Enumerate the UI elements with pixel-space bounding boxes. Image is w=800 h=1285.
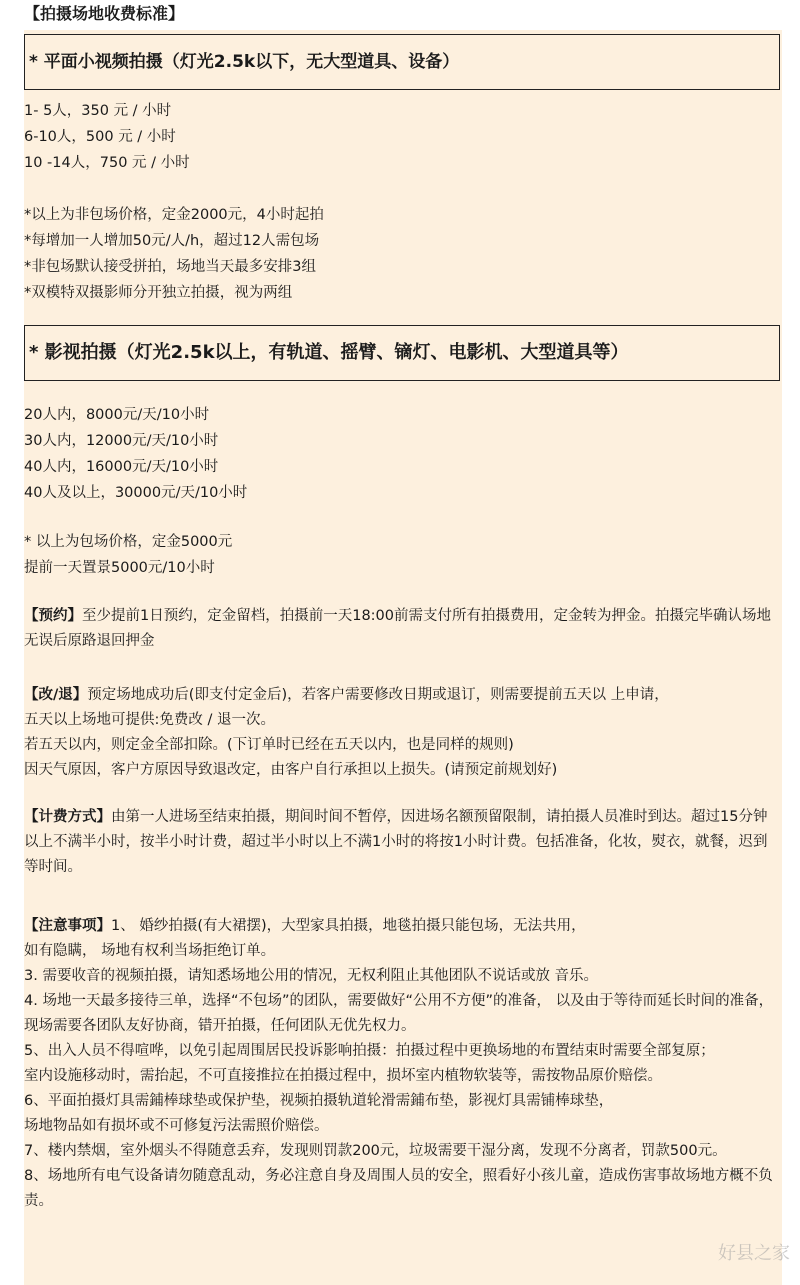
booking-paragraph — [24, 604, 774, 654]
note-line: * 以上为包场价格，定金5000元 — [24, 534, 233, 550]
refund-tag: 【改/退】 — [24, 687, 88, 703]
notice-line: 8、场地所有电气设备请勿随意乱动，务必注意自身及周围人员的安全，照看好小孩儿童，造成伤害事故场地方概不负责。 — [24, 1168, 773, 1209]
price-line: 40人内，16000元/天/10小时 — [24, 459, 219, 475]
booking-tag: 【预约】 — [24, 608, 82, 624]
price-line: 1- 5人，350 元 / 小时 — [24, 103, 172, 119]
billing-tag: 【计费方式】 — [24, 809, 111, 825]
watermark: 好县之家 — [718, 1243, 790, 1264]
price-line: 6-10人，500 元 / 小时 — [24, 129, 176, 145]
photo-notes — [24, 202, 782, 306]
notice-tag: 【注意事项】 — [24, 918, 111, 934]
note-line: *非包场默认接受拼拍，场地当天最多安排3组 — [24, 259, 316, 275]
refund-line: 若五天以内，则定金全部扣除。(下订单时已经在五天以内，也是同样的规则) — [24, 737, 514, 753]
price-line: 20人内，8000元/天/10小时 — [24, 407, 210, 423]
photo-price-list — [24, 98, 782, 176]
notice-line: 7、楼内禁烟，室外烟头不得随意丢弃，发现则罚款200元，垃圾需要干湿分离，发现不分离者，罚款500元。 — [24, 1143, 727, 1159]
notice-line: 室内设施移动时，需抬起，不可直接推拉在拍摄过程中，损坏室内植物软装等，需按物品原价赔偿。 — [24, 1068, 662, 1084]
price-line: 30人内，12000元/天/10小时 — [24, 433, 219, 449]
notice-line: 5、出入人员不得喧哗，以免引起周围居民投诉影响拍摄：拍摄过程中更换场地的布置结束时需要全部复原； — [24, 1043, 715, 1059]
refund-line: 五天以上场地可提供:免费改 / 退一次。 — [24, 712, 275, 728]
price-line: 40人及以上，30000元/天/10小时 — [24, 485, 248, 501]
page-title: 【拍摄场地收费标准】 — [24, 0, 782, 30]
section-heading-film: * 影视拍摄（灯光2.5k以上，有轨道、摇臂、镝灯、电影机、大型道具等） — [24, 325, 780, 381]
booking-text: 至少提前1日预约，定金留档，拍摄前一天18:00前需支付所有拍摄费用，定金转为押金。拍摄完毕确认场地无误后原路退回押金 — [24, 608, 772, 649]
price-line: 10 -14人，750 元 / 小时 — [24, 155, 190, 171]
notice-paragraph — [24, 914, 774, 1214]
note-line: *以上为非包场价格，定金2000元，4小时起拍 — [24, 207, 324, 223]
notice-line: 场地物品如有损坏或不可修复污法需照价赔偿。 — [24, 1118, 329, 1134]
billing-paragraph — [24, 805, 774, 880]
note-line: *双模特双摄影师分开独立拍摄，视为两组 — [24, 285, 293, 301]
notice-line: 如有隐瞒， 场地有权利当场拒绝订单。 — [24, 943, 276, 959]
note-line: *每增加一人增加50元/人/h，超过12人需包场 — [24, 233, 320, 249]
notice-line: 1、 婚纱拍摄(有大裙摆)，大型家具拍摄，地毯拍摄只能包场，无法共用， — [111, 918, 586, 934]
refund-line: 因天气原因，客户方原因导致退改定，由客户自行承担以上损失。(请预定前规划好) — [24, 762, 558, 778]
film-notes — [24, 529, 782, 581]
notice-line: 3. 需要收音的视频拍摄，请知悉场地公用的情况，无权利阻止其他团队不说话或放 音乐。 — [24, 968, 599, 984]
film-price-list — [24, 402, 782, 506]
section-heading-photo-video: * 平面小视频拍摄（灯光2.5k以下，无大型道具、设备） — [24, 34, 780, 90]
billing-text: 由第一人进场至结束拍摄，期间时间不暂停，因进场名额预留限制，请拍摄人员准时到达。超过15分钟以上不满半小时，按半小时计费，超过半小时以上不满1小时的将按1小时计费。包括准备，化妆，熨衣，就餐，迟到等时间。 — [24, 809, 768, 875]
notice-line: 4. 场地一天最多接待三单，选择“不包场”的团队，需要做好“公用不方便”的准备， 以及由于等待而延长时间的准备，现场需要各团队友好协商，错开拍摄，任何团队无优先权力。 — [24, 993, 774, 1034]
refund-line: 预定场地成功后(即支付定金后)，若客户需要修改日期或退订，则需要提前五天以 上申请， — [87, 687, 669, 703]
refund-paragraph — [24, 683, 774, 783]
notice-line: 6、平面拍摄灯具需鋪棒球垫或保护垫，视频拍摄轨道轮滑需鋪布垫，影视灯具需铺棒球垫， — [24, 1093, 614, 1109]
note-line: 提前一天置景5000元/10小时 — [24, 560, 215, 576]
